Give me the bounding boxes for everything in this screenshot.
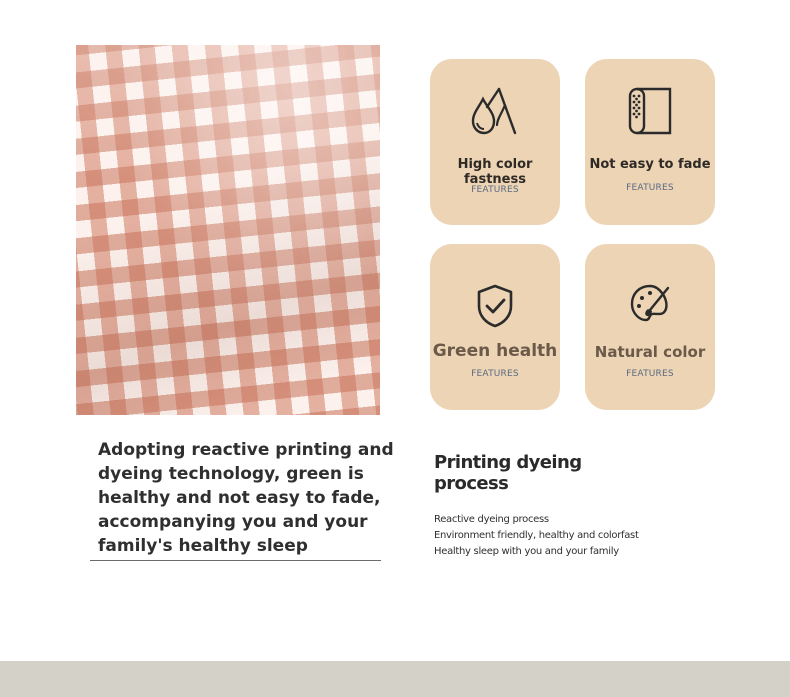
palette-brush-icon <box>626 280 674 328</box>
feature-card-color-fastness <box>430 59 560 225</box>
process-title: Printing dyeing process <box>434 452 582 494</box>
divider-line <box>90 560 381 561</box>
feature-title: Green health <box>432 341 558 361</box>
feature-card-not-easy-fade <box>585 59 715 225</box>
feature-subtitle: FEATURES <box>626 369 674 379</box>
process-line: Healthy sleep with you and your family <box>434 546 619 557</box>
water-drops-icon <box>469 85 521 139</box>
feature-subtitle: FEATURES <box>471 369 519 379</box>
feature-card-green-health <box>430 244 560 410</box>
plaid-fabric-photo <box>76 45 380 415</box>
process-line: Reactive dyeing process <box>434 514 549 525</box>
feature-subtitle: FEATURES <box>626 183 674 193</box>
process-line: Environment friendly, healthy and colorfast <box>434 530 639 541</box>
feature-subtitle: FEATURES <box>471 185 519 195</box>
feature-title: High color fastness <box>457 157 533 187</box>
fabric-shading <box>76 45 380 415</box>
shield-check-icon <box>473 282 517 330</box>
fabric-roll-icon <box>624 85 676 139</box>
product-description: Adopting reactive printing and dyeing technology, green is healthy and not easy to fade, accompanying you and your family's healthy sleep <box>98 440 394 556</box>
feature-card-natural-color <box>585 244 715 410</box>
feature-title: Natural color <box>594 343 706 361</box>
footer-band <box>0 661 790 697</box>
feature-title: Not easy to fade <box>589 157 711 172</box>
